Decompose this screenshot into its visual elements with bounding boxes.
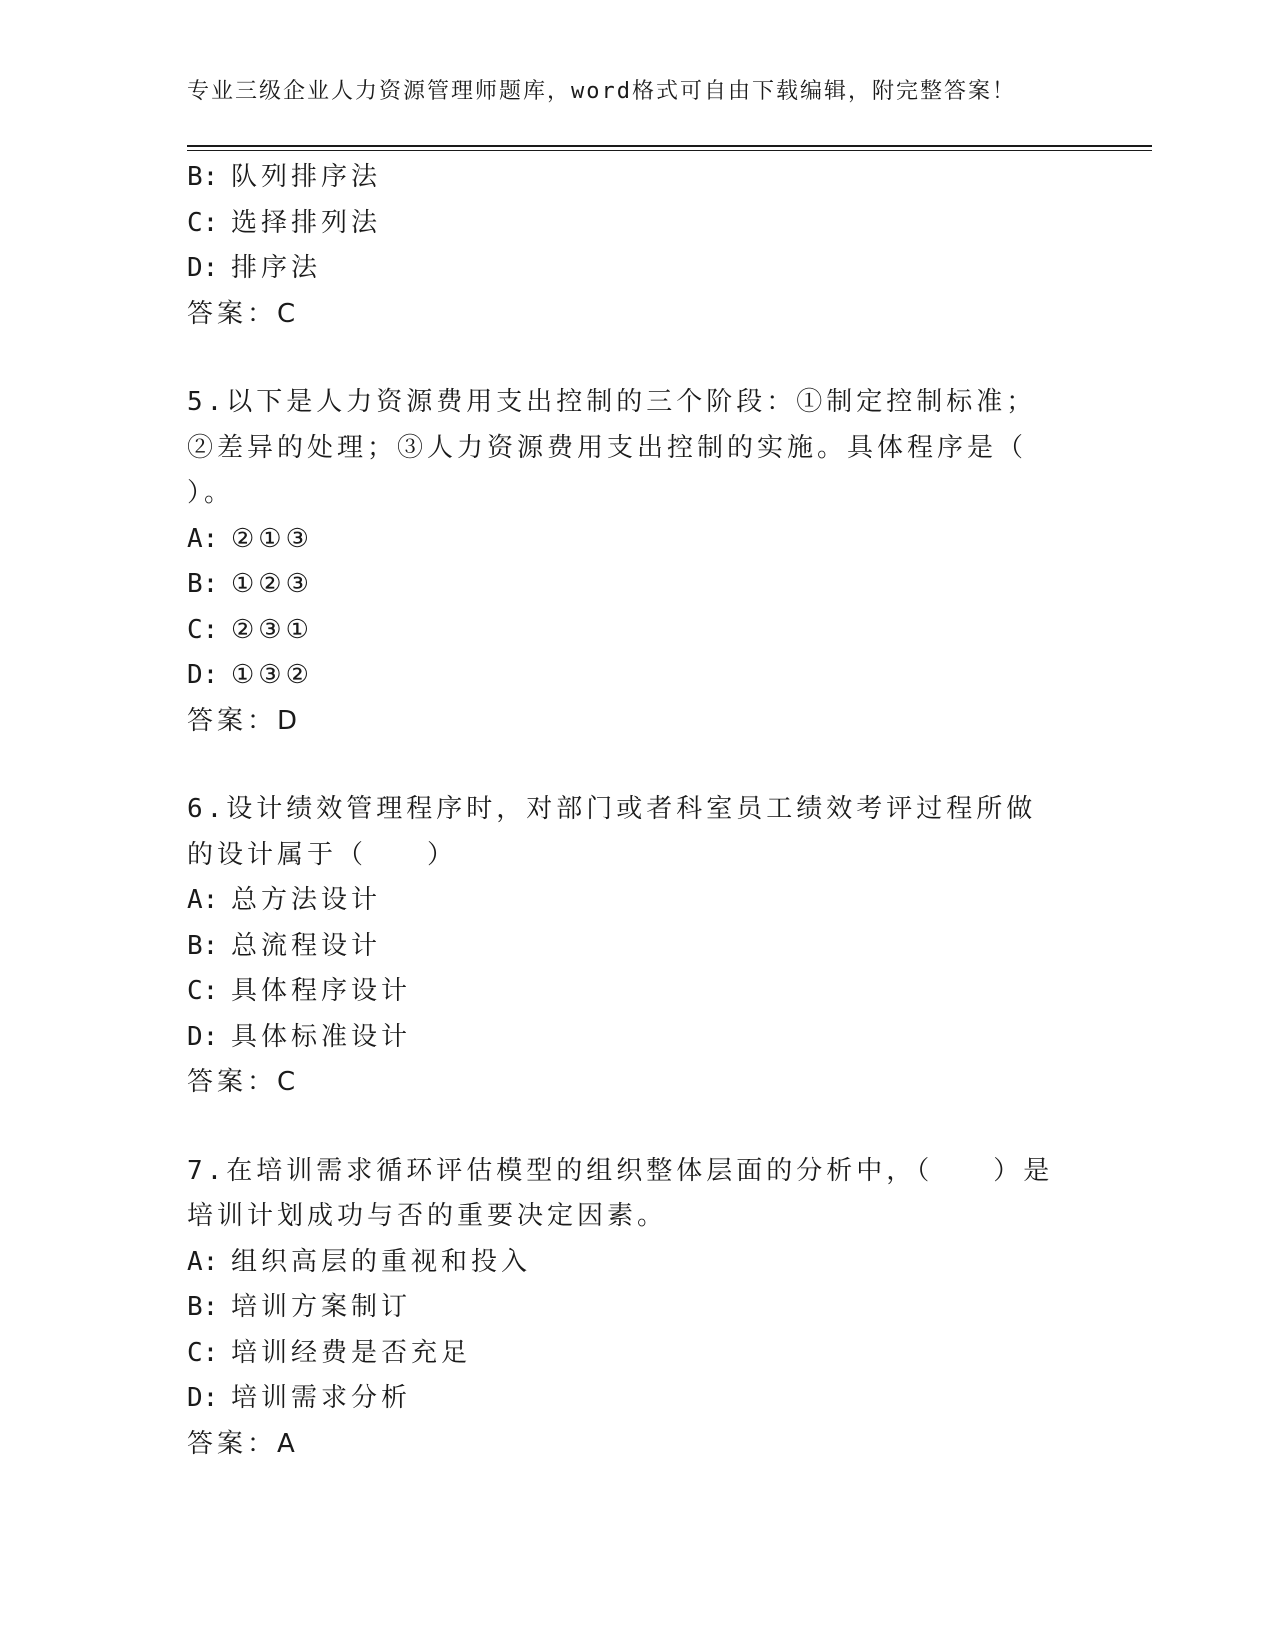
option-d (187, 1376, 1057, 1422)
answer-label: 答案： (187, 705, 278, 736)
option-text: 具体程序设计 (231, 976, 412, 1006)
option-letter: A: (187, 885, 219, 915)
option-letter: B: (187, 1292, 219, 1322)
option-letter: B: (187, 569, 219, 599)
option-b (187, 924, 1057, 970)
answer-value: D (277, 705, 300, 736)
option-text: 选择排列法 (231, 207, 382, 238)
option-text: ①③② (231, 660, 313, 690)
option-letter: C: (187, 1337, 219, 1368)
option-a (187, 878, 1057, 924)
answer-label: 答案： (187, 1067, 278, 1097)
question-stem: 6.设计绩效管理程序时，对部门或者科室员工绩效考评过程所做的设计属于（ ） (187, 794, 1037, 870)
option-letter: D: (187, 660, 219, 690)
option-text: ②①③ (231, 523, 313, 554)
option-c (187, 1331, 1057, 1377)
option-text: 总流程设计 (231, 930, 382, 961)
page-header: 专业三级企业人力资源管理师题库，word格式可自由下载编辑，附完整答案！ (187, 79, 1016, 104)
answer-value: C (277, 298, 298, 329)
option-d (187, 246, 1057, 292)
option-letter: A: (187, 1246, 219, 1277)
option-a (187, 517, 1057, 563)
option-text: 培训需求分析 (231, 1383, 412, 1413)
answer-line (187, 1422, 1057, 1468)
answer-line (187, 1060, 1057, 1106)
option-text: 培训方案制订 (231, 1292, 412, 1322)
option-d (187, 1015, 1057, 1061)
option-letter: C: (187, 207, 219, 238)
answer-line (187, 292, 1057, 338)
option-text: 排序法 (231, 253, 322, 283)
option-c (187, 201, 1057, 247)
answer-label: 答案： (187, 1428, 278, 1459)
option-letter: A: (187, 523, 219, 554)
answer-label: 答案： (187, 298, 278, 329)
option-letter: C: (187, 976, 219, 1006)
answer-value: A (277, 1428, 297, 1459)
option-letter: B: (187, 162, 219, 192)
option-a (187, 1240, 1057, 1286)
option-letter: C: (187, 614, 219, 645)
header-rule (187, 145, 1152, 151)
question-stem: 5.以下是人力资源费用支出控制的三个阶段：①制定控制标准；②差异的处理；③人力资源费用支出控制的实施。具体程序是（ ）。 (187, 387, 1088, 508)
option-letter: D: (187, 1021, 219, 1052)
question-content (187, 155, 1088, 1467)
question-5 (187, 380, 1088, 744)
option-c (187, 969, 1057, 1015)
option-letter: B: (187, 930, 219, 961)
option-c (187, 608, 1057, 654)
option-letter: D: (187, 253, 219, 283)
option-text: 组织高层的重视和投入 (231, 1246, 532, 1277)
question-7 (187, 1149, 1057, 1468)
option-text: 队列排序法 (231, 162, 382, 192)
partial-question (187, 155, 1057, 337)
question-stem: 7.在培训需求循环评估模型的组织整体层面的分析中，（ ）是培训计划成功与否的重要决定因素。 (187, 1155, 1054, 1231)
option-text: ②③① (231, 614, 313, 645)
answer-value: C (277, 1067, 298, 1097)
answer-line (187, 699, 1057, 745)
option-b (187, 1285, 1057, 1331)
option-text: 具体标准设计 (231, 1021, 412, 1052)
option-letter: D: (187, 1383, 219, 1413)
option-d (187, 653, 1057, 699)
option-text: 培训经费是否充足 (231, 1337, 472, 1368)
question-6 (187, 787, 1057, 1106)
option-text: ①②③ (231, 569, 313, 599)
option-text: 总方法设计 (231, 885, 382, 915)
option-b (187, 155, 1057, 201)
option-b (187, 562, 1057, 608)
